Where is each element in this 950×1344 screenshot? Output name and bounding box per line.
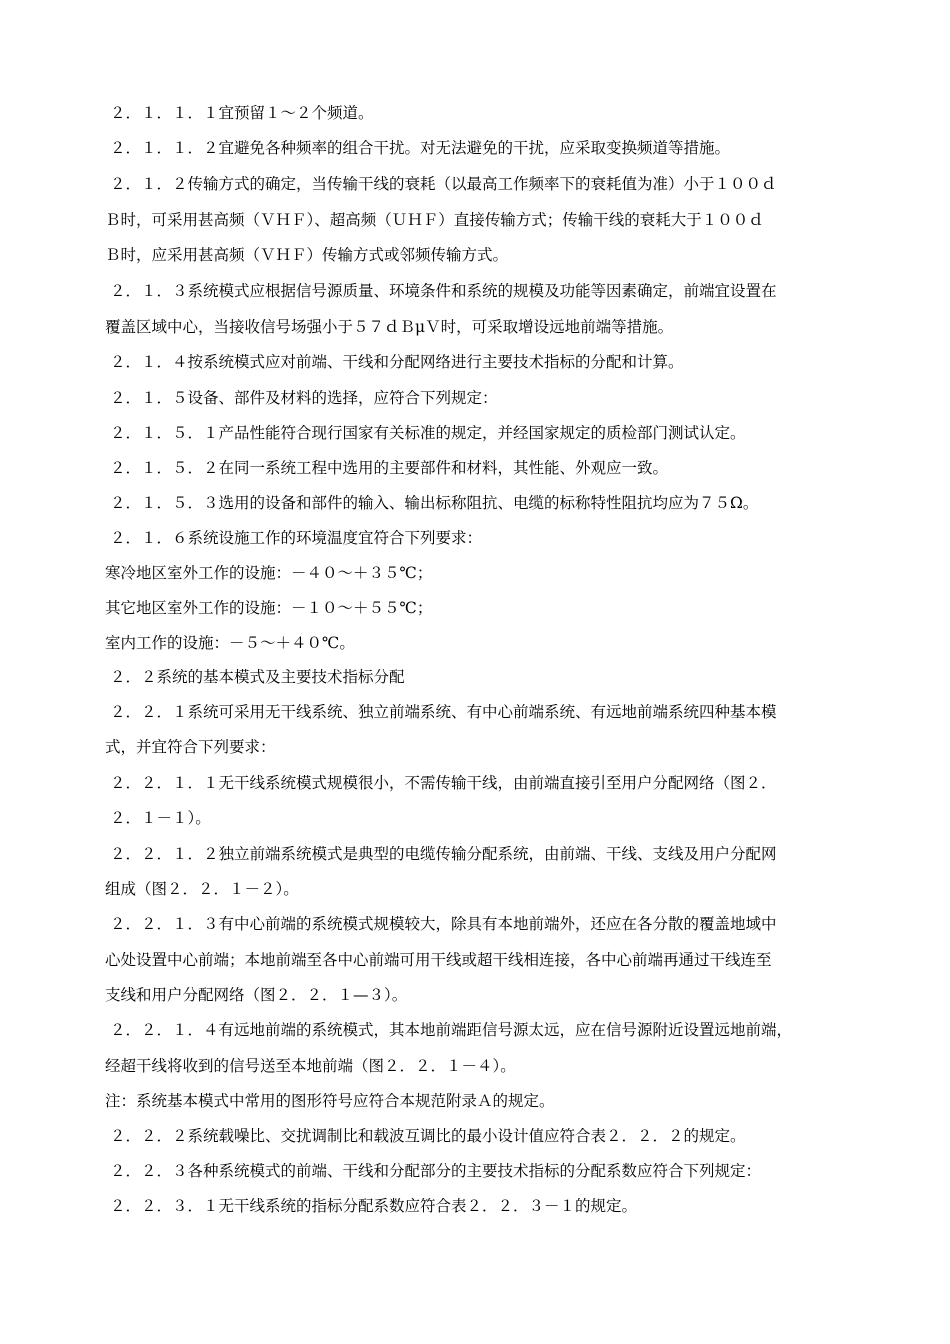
clause-2-1-2-cont-2: Ｂ时，应采用甚高频（ＶＨＦ）传输方式或邻频传输方式。 — [105, 246, 509, 264]
clause-2-1-2: ２．１．２传输方式的确定，当传输干线的衰耗（以最高工作频率下的衰耗值为准）小于１００ｄ — [110, 175, 777, 193]
clause-2-1-6: ２．１．６系统设施工作的环境温度宜符合下列要求： — [110, 529, 483, 547]
clause-2-2-1-4-cont: 经超干线将收到的信号送至本地前端（图２．２．１－４）。 — [105, 1057, 516, 1075]
clause-2-1-5-2: ２．１．５．２在同一系统工程中选用的主要部件和材料，其性能、外观应一致。 — [110, 459, 669, 477]
clause-2-1-5-1: ２．１．５．１产品性能符合现行国家有关标准的规定，并经国家规定的质检部门测试认定。 — [110, 424, 746, 442]
clause-2-2-3-1: ２．２．３．１无干线系统的指标分配系数应符合表２．２．３－１的规定。 — [110, 1197, 638, 1215]
clause-2-1-1-2: ２．１．１．２宜避免各种频率的组合干扰。对无法避免的干扰，应采取变换频道等措施。 — [110, 139, 731, 157]
clause-2-2-1-2: ２．２．１．２独立前端系统模式是典型的电缆传输分配系统，由前端、干线、支线及用户分配网 — [110, 845, 777, 863]
section-2-2-heading: ２．２系统的基本模式及主要技术指标分配 — [110, 668, 405, 686]
clause-2-2-1-3-cont-2: 支线和用户分配网络（图２．２．１—３）。 — [105, 986, 408, 1004]
clause-2-2-1: ２．２．１系统可采用无干线系统、独立前端系统、有中心前端系统、有远地前端系统四种基本模 — [110, 703, 777, 721]
clause-2-2-1-1-cont: ２．１－１）。 — [110, 809, 211, 827]
clause-2-2-1-cont: 式，并宜符合下列要求： — [105, 738, 276, 756]
clause-2-2-1-3: ２．２．１．３有中心前端的系统模式规模较大，除具有本地前端外，还应在各分散的覆盖地域中 — [110, 915, 777, 933]
temp-indoor: 室内工作的设施：－５～＋４０℃。 — [105, 634, 355, 652]
clause-2-1-1-1: ２．１．１．１宜预留１～２个频道。 — [110, 104, 374, 122]
clause-2-1-3-cont: 覆盖区域中心，当接收信号场强小于５７ｄＢμＶ时，可采取增设远地前端等措施。 — [105, 318, 674, 336]
clause-2-1-4: ２．１．４按系统模式应对前端、干线和分配网络进行主要技术指标的分配和计算。 — [110, 353, 684, 371]
temp-other-outdoor: 其它地区室外工作的设施：－１０～＋５５℃； — [105, 599, 433, 617]
clause-2-2-1-3-cont-1: 心处设置中心前端；本地前端至各中心前端可用干线或超干线相连接，各中心前端再通过干线连至 — [105, 951, 772, 969]
clause-2-1-3: ２．１．３系统模式应根据信号源质量、环境条件和系统的规模及功能等因素确定，前端宜设置在 — [110, 282, 777, 300]
clause-2-2-1-4: ２．２．１．４有远地前端的系统模式，其本地前端距信号源太远，应在信号源附近设置远地前端， — [110, 1021, 793, 1039]
clause-2-2-1-1: ２．２．１．１无干线系统模式规模很小，不需传输干线，由前端直接引至用户分配网络（图２． — [110, 774, 777, 792]
temp-cold-outdoor: 寒冷地区室外工作的设施：－４０～＋３５℃； — [105, 564, 433, 582]
note: 注：系统基本模式中常用的图形符号应符合本规范附录Ａ的规定。 — [105, 1092, 555, 1110]
clause-2-2-2: ２．２．２系统载噪比、交扰调制比和载波互调比的最小设计值应符合表２．２．２的规定。 — [110, 1127, 746, 1145]
clause-2-2-1-2-cont: 组成（图２．２．１－２）。 — [105, 880, 299, 898]
clause-2-2-3: ２．２．３各种系统模式的前端、干线和分配部分的主要技术指标的分配系数应符合下列规定： — [110, 1162, 762, 1180]
clause-2-1-5: ２．１．５设备、部件及材料的选择，应符合下列规定： — [110, 389, 498, 407]
clause-2-1-5-3: ２．１．５．３选用的设备和部件的输入、输出标称阻抗、电缆的标称特性阻抗均应为７５Ω。 — [110, 494, 759, 512]
clause-2-1-2-cont-1: Ｂ时，可采用甚高频（ＶＨＦ）、超高频（ＵＨＦ）直接传输方式；传输干线的衰耗大于１００ｄ — [105, 211, 764, 229]
